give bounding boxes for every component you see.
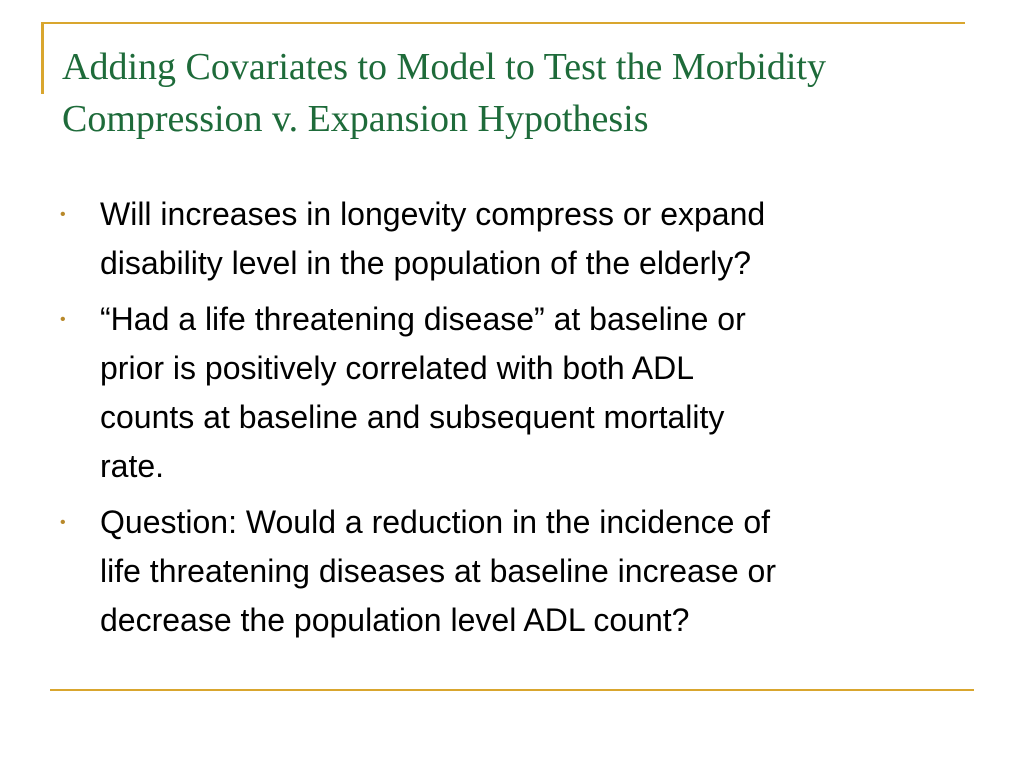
bullet-line: prior is positively correlated with both ADL <box>100 350 695 386</box>
bullet-line: rate. <box>100 448 165 484</box>
bullet-line: Question: Would a reduction in the incidence of <box>100 504 771 540</box>
left-accent-rule <box>41 22 44 94</box>
title-line: Compression v. Expansion Hypothesis <box>62 98 649 140</box>
bullet-item <box>60 295 960 491</box>
bullet-item <box>60 498 960 645</box>
bullet-line: decrease the population level ADL count? <box>100 602 690 638</box>
bullet-text <box>100 190 960 288</box>
bottom-accent-rule <box>50 689 974 691</box>
bullet-line: “Had a life threatening disease” at baseline or <box>100 301 746 337</box>
bullet-dot-icon: • <box>60 514 66 531</box>
bullet-list <box>60 190 960 652</box>
bullet-text <box>100 295 960 491</box>
top-accent-rule <box>41 22 965 24</box>
bullet-dot-icon: • <box>60 311 66 328</box>
bullet-line: Will increases in longevity compress or expand <box>100 196 766 232</box>
bullet-line: life threatening diseases at baseline increase or <box>100 553 776 589</box>
bullet-dot-icon: • <box>60 206 66 223</box>
bullet-item <box>60 190 960 288</box>
slide-title <box>62 41 992 145</box>
title-line: Adding Covariates to Model to Test the Morbidity <box>62 46 826 88</box>
bullet-line: disability level in the population of the elderly? <box>100 245 752 281</box>
bullet-text <box>100 498 960 645</box>
bullet-line: counts at baseline and subsequent mortality <box>100 399 725 435</box>
